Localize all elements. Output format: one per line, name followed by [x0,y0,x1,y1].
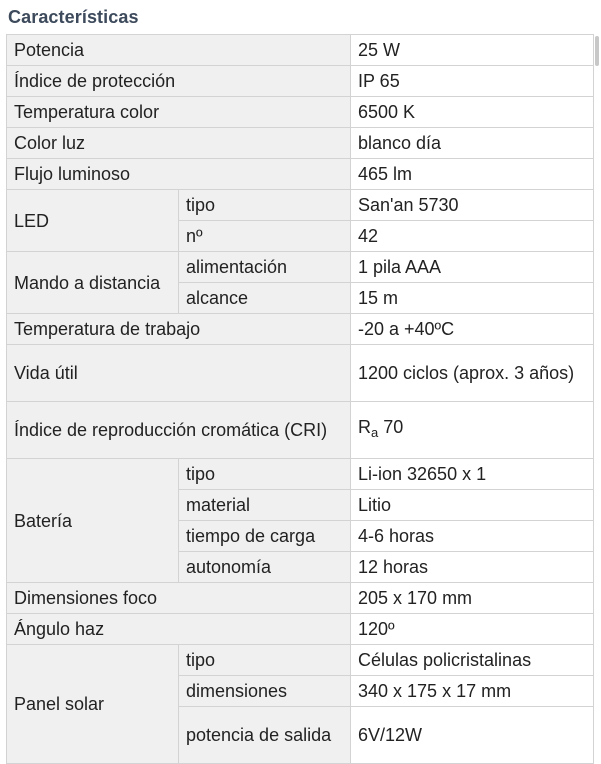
table-row [7,345,594,402]
row-value: 340 x 175 x 17 mm [351,676,594,707]
table-row [7,128,594,159]
sub-label: tipo [179,190,351,221]
sub-label: nº [179,221,351,252]
sub-label: tipo [179,459,351,490]
row-value: 120º [351,614,594,645]
row-value: 1200 ciclos (aprox. 3 años) [351,345,594,402]
sub-label: dimensiones [179,676,351,707]
group-label-mando: Mando a distancia [7,252,179,314]
row-value: 12 horas [351,552,594,583]
sub-label: tiempo de carga [179,521,351,552]
table-row [7,402,594,459]
sub-label: alimentación [179,252,351,283]
row-value: 42 [351,221,594,252]
table-row [7,159,594,190]
table-row [7,459,594,490]
row-value: 25 W [351,35,594,66]
row-label: Ángulo haz [7,614,351,645]
row-value: 15 m [351,283,594,314]
table-row [7,35,594,66]
row-value: 1 pila AAA [351,252,594,283]
table-row [7,645,594,676]
row-value: Li-ion 32650 x 1 [351,459,594,490]
cri-number: 70 [383,417,404,437]
row-label: Temperatura color [7,97,351,128]
row-label: Dimensiones foco [7,583,351,614]
row-value: 6V/12W [351,707,594,764]
row-value: blanco día [351,128,594,159]
row-label: Flujo luminoso [7,159,351,190]
row-label: Índice de reproducción cromática (CRI) [7,402,351,459]
sub-label: potencia de salida [179,707,351,764]
group-label-bateria: Batería [7,459,179,583]
row-value: -20 a +40ºC [351,314,594,345]
row-label: Índice de protección [7,66,351,97]
row-value: 4-6 horas [351,521,594,552]
group-label-panel: Panel solar [7,645,179,764]
sub-label: tipo [179,645,351,676]
sub-label: alcance [179,283,351,314]
cri-symbol: R [358,417,371,437]
sub-label: material [179,490,351,521]
row-value: 465 lm [351,159,594,190]
specs-table [6,34,594,764]
row-value: IP 65 [351,66,594,97]
table-row [7,190,594,221]
row-value: Litio [351,490,594,521]
row-label: Temperatura de trabajo [7,314,351,345]
row-value: 6500 K [351,97,594,128]
table-row [7,252,594,283]
table-row [7,66,594,97]
group-label-led: LED [7,190,179,252]
cri-subscript: a [371,425,379,440]
sub-label: autonomía [179,552,351,583]
row-label: Color luz [7,128,351,159]
scrollbar-thumb[interactable] [595,36,599,66]
table-row [7,314,594,345]
table-row [7,583,594,614]
table-row [7,614,594,645]
row-label: Vida útil [7,345,351,402]
row-value: Células policristalinas [351,645,594,676]
table-row [7,97,594,128]
row-value: 205 x 170 mm [351,583,594,614]
cri-value [351,402,594,459]
section-title: Características [8,7,139,27]
row-value: San'an 5730 [351,190,594,221]
row-label: Potencia [7,35,351,66]
